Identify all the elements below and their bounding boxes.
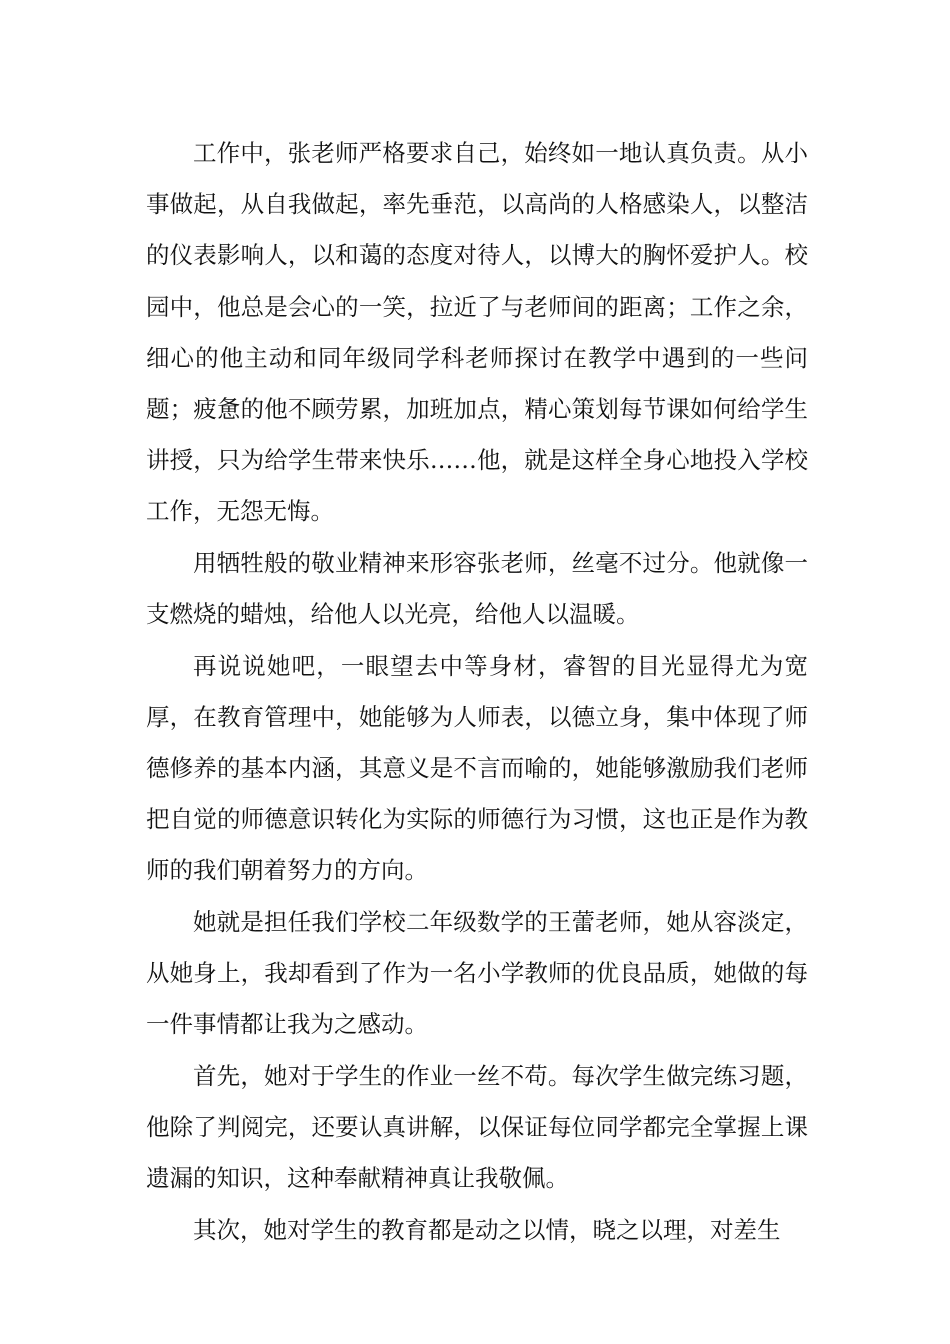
paragraph-dedication: 用牺牲般的敬业精神来形容张老师，丝毫不过分。他就像一支燃烧的蜡烛，给他人以光亮，给他人以温暖。	[146, 548, 808, 629]
paragraph-wang-lei: 她就是担任我们学校二年级数学的王蕾老师，她从容淡定，从她身上，我却看到了作为一名小学教师的优良品质，她做的每一件事情都让我为之感动。	[146, 907, 808, 1039]
paragraph-work-attitude: 工作中，张老师严格要求自己，始终如一地认真负责。从小事做起，从自我做起，率先垂范，以高尚的人格感染人，以整洁的仪表影响人，以和蔼的态度对待人，以博大的胸怀爱护人。校园中，他总是会心的一笑，拉近了与老师间的距离；工作之余，细心的他主动和同年级同学科老师探讨在教学中遇到的一些问题；疲惫的他不顾劳累，加班加点，精心策划每节课如何给学生讲授，只为给学生带来快乐……他，就是这样全身心地投入学校工作，无怨无悔。	[146, 139, 808, 526]
paragraph-education: 其次，她对学生的教育都是动之以情，晓之以理，对差生	[193, 1215, 781, 1244]
document-body	[146, 128, 808, 1256]
paragraph-homework: 首先，她对于学生的作业一丝不苟。每次学生做完练习题，他除了判阅完，还要认真讲解，以保证每位同学都完全掌握上课遗漏的知识，这种奉献精神真让我敬佩。	[146, 1061, 808, 1193]
paragraph-introduction-her: 再说说她吧，一眼望去中等身材，睿智的目光显得尤为宽厚，在教育管理中，她能够为人师表，以德立身，集中体现了师德修养的基本内涵，其意义是不言而喻的，她能够激励我们老师把自觉的师德意识转化为实际的师德行为习惯，这也正是作为教师的我们朝着努力的方向。	[146, 651, 808, 885]
